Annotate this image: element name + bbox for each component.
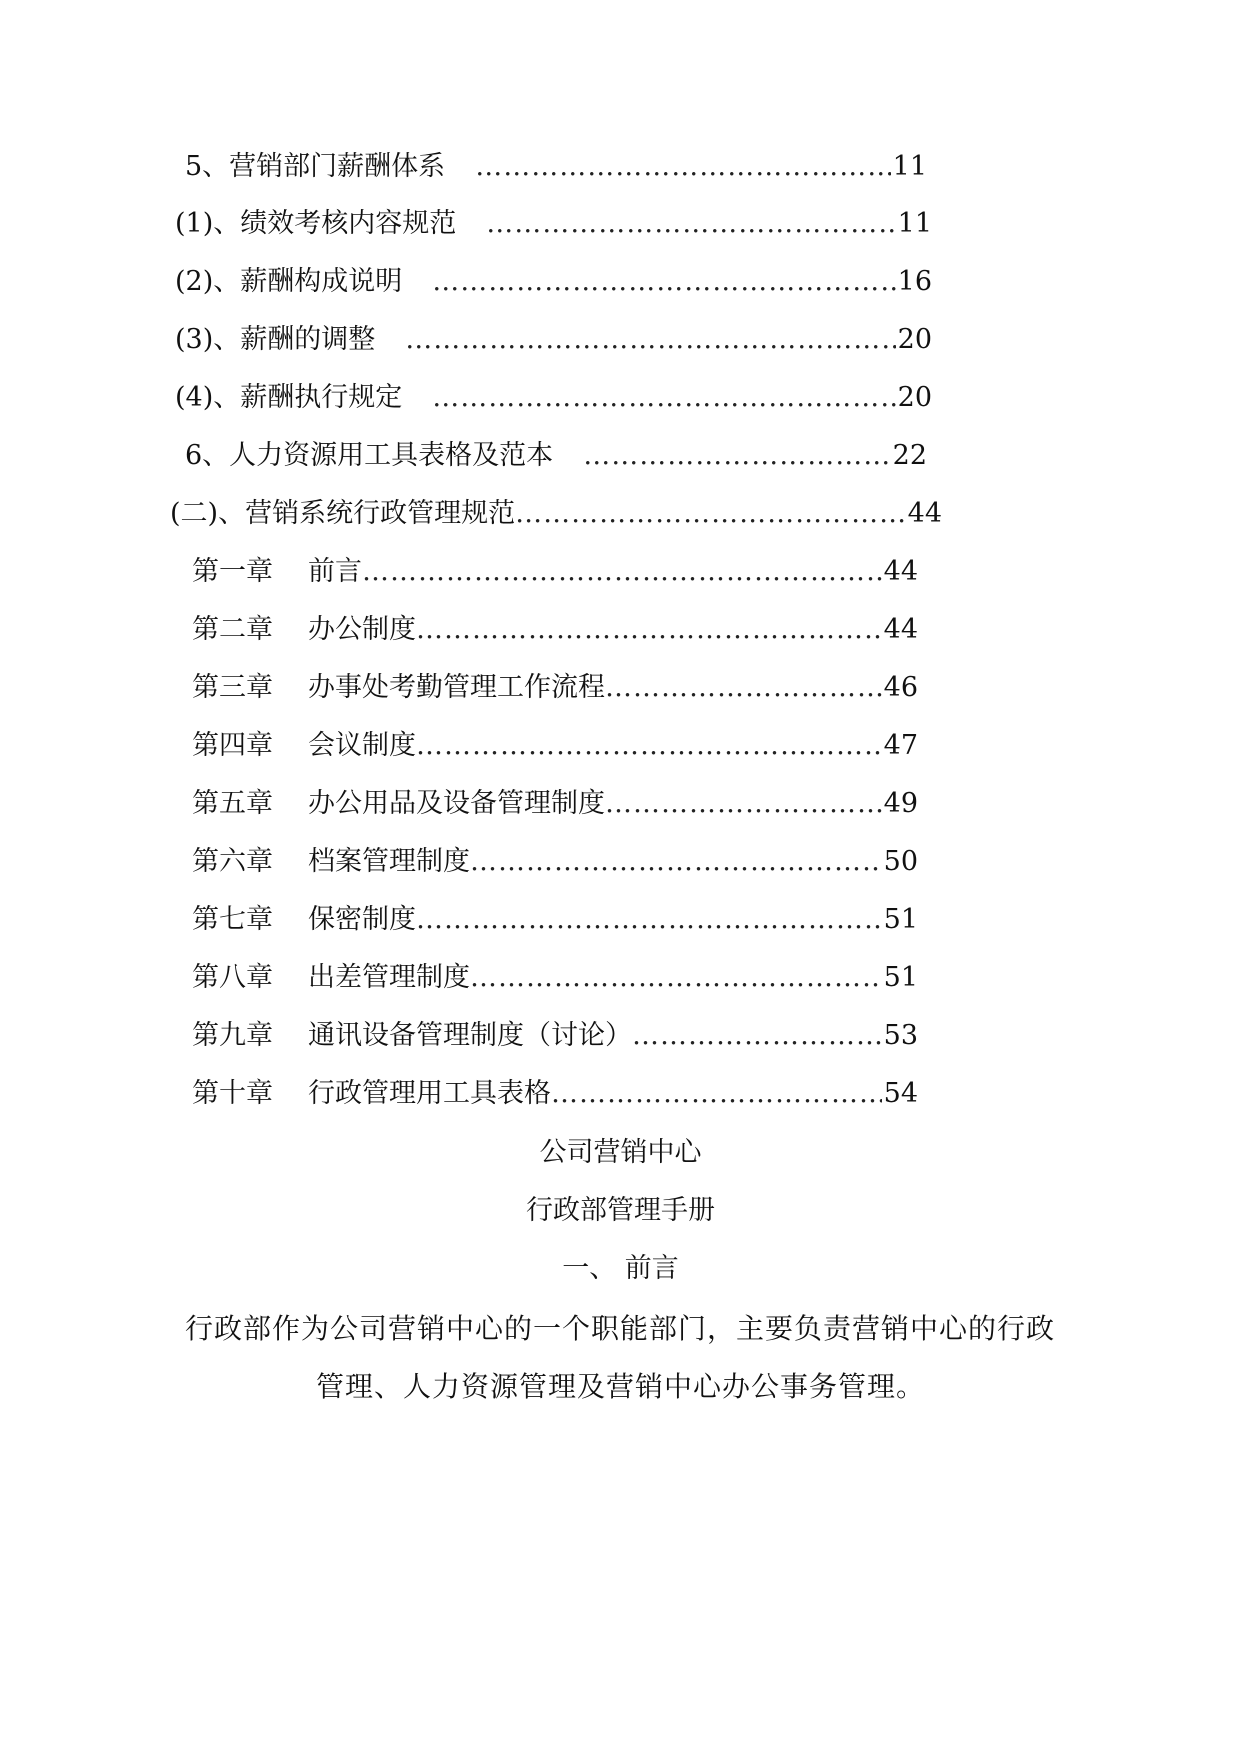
toc-chapter: [192, 724, 918, 768]
toc-entry-page: 44: [883, 556, 918, 587]
toc-chapter-number: 第四章: [192, 730, 273, 761]
toc-chapter-title: 行政管理用工具表格: [308, 1078, 551, 1109]
toc-entry-page: 44: [907, 498, 942, 529]
toc-chapter-number: 第二章: [192, 614, 273, 645]
manual-title: 行政部管理手册: [526, 1195, 715, 1226]
toc-chapter-number: 第六章: [192, 846, 273, 877]
toc-section-entry: [170, 492, 942, 536]
section-heading: 一、 前言: [562, 1253, 679, 1284]
toc-entry-page: 49: [883, 788, 918, 819]
toc-chapter-title: 通讯设备管理制度（讨论）: [308, 1020, 632, 1051]
toc-chapter-number: 第三章: [192, 672, 273, 703]
toc-dot-leader: [432, 260, 895, 304]
toc-dot-leader: [551, 1072, 882, 1116]
toc-entry: [185, 434, 927, 478]
toc-chapter-title: 前言: [308, 556, 362, 587]
toc-chapter-number: 第七章: [192, 904, 273, 935]
toc-entry-page: 51: [883, 904, 918, 935]
toc-entry-page: 51: [883, 962, 918, 993]
toc-dot-leader: [605, 782, 882, 826]
toc-entry: [185, 145, 927, 189]
toc-dot-leader: [605, 666, 882, 710]
toc-chapter-title: 办公制度: [308, 614, 416, 645]
toc-chapter-title: 保密制度: [308, 904, 416, 935]
toc-dot-leader: [632, 1014, 882, 1058]
toc-entry-page: 16: [897, 266, 932, 297]
toc-dot-leader: [486, 202, 895, 246]
toc-entry: [175, 318, 932, 362]
toc-chapter-title: 会议制度: [308, 730, 416, 761]
toc-dot-leader: [470, 840, 882, 884]
body-paragraph-line-2: 管理、人力资源管理及营销中心办公事务管理。: [315, 1370, 925, 1403]
toc-entry-page: 46: [883, 672, 918, 703]
toc-entry-page: 53: [883, 1020, 918, 1051]
toc-dot-leader: [470, 956, 882, 1000]
toc-entry-label: 5、营销部门薪酬体系: [185, 151, 446, 182]
toc-entry-page: 22: [892, 440, 927, 471]
toc-entry-page: 11: [892, 151, 927, 182]
toc-chapter: [192, 898, 918, 942]
toc-chapter: [192, 956, 918, 1000]
toc-chapter: [192, 1014, 918, 1058]
toc-entry-page: 44: [883, 614, 918, 645]
toc-entry-page: 47: [883, 730, 918, 761]
toc-chapter: [192, 666, 918, 710]
toc-entry-page: 20: [897, 324, 932, 355]
toc-entry-label: (二)、营销系统行政管理规范: [170, 498, 516, 529]
toc-chapter-number: 第五章: [192, 788, 273, 819]
toc-dot-leader: [432, 376, 895, 420]
toc-dot-leader: [515, 492, 906, 536]
toc-entry-label: (3)、薪酬的调整: [175, 324, 376, 355]
toc-chapter: [192, 608, 918, 652]
toc-dot-leader: [405, 318, 895, 362]
toc-entry: [175, 260, 932, 304]
toc-chapter-title: 办公用品及设备管理制度: [308, 788, 605, 819]
toc-dot-leader: [475, 145, 890, 189]
toc-chapter: [192, 782, 918, 826]
body-paragraph-line-1: 行政部作为公司营销中心的一个职能部门，主要负责营销中心的行政: [185, 1312, 1056, 1345]
toc-entry-page: 20: [897, 382, 932, 413]
toc-entry: [175, 202, 932, 246]
org-heading: 公司营销中心: [539, 1137, 702, 1168]
toc-entry-label: (2)、薪酬构成说明: [175, 266, 403, 297]
toc-chapter: [192, 1072, 918, 1116]
toc-chapter: [192, 550, 918, 594]
toc-entry: [175, 376, 932, 420]
toc-chapter-title: 出差管理制度: [308, 962, 470, 993]
toc-chapter-number: 第八章: [192, 962, 273, 993]
toc-entry-label: (4)、薪酬执行规定: [175, 382, 403, 413]
toc-chapter-title: 办事处考勤管理工作流程: [308, 672, 605, 703]
toc-chapter: [192, 840, 918, 884]
toc-entry-page: 11: [897, 208, 932, 239]
toc-chapter-number: 第九章: [192, 1020, 273, 1051]
toc-entry-label: 6、人力资源用工具表格及范本: [185, 440, 554, 471]
toc-chapter-number: 第十章: [192, 1078, 273, 1109]
toc-dot-leader: [416, 898, 882, 942]
toc-dot-leader: [362, 550, 882, 594]
toc-chapter-number: 第一章: [192, 556, 273, 587]
toc-entry-page: 50: [883, 846, 918, 877]
toc-dot-leader: [416, 608, 882, 652]
toc-chapter-title: 档案管理制度: [308, 846, 470, 877]
toc-entry-label: (1)、绩效考核内容规范: [175, 208, 457, 239]
toc-entry-page: 54: [883, 1078, 918, 1109]
toc-dot-leader: [583, 434, 890, 478]
toc-dot-leader: [416, 724, 882, 768]
